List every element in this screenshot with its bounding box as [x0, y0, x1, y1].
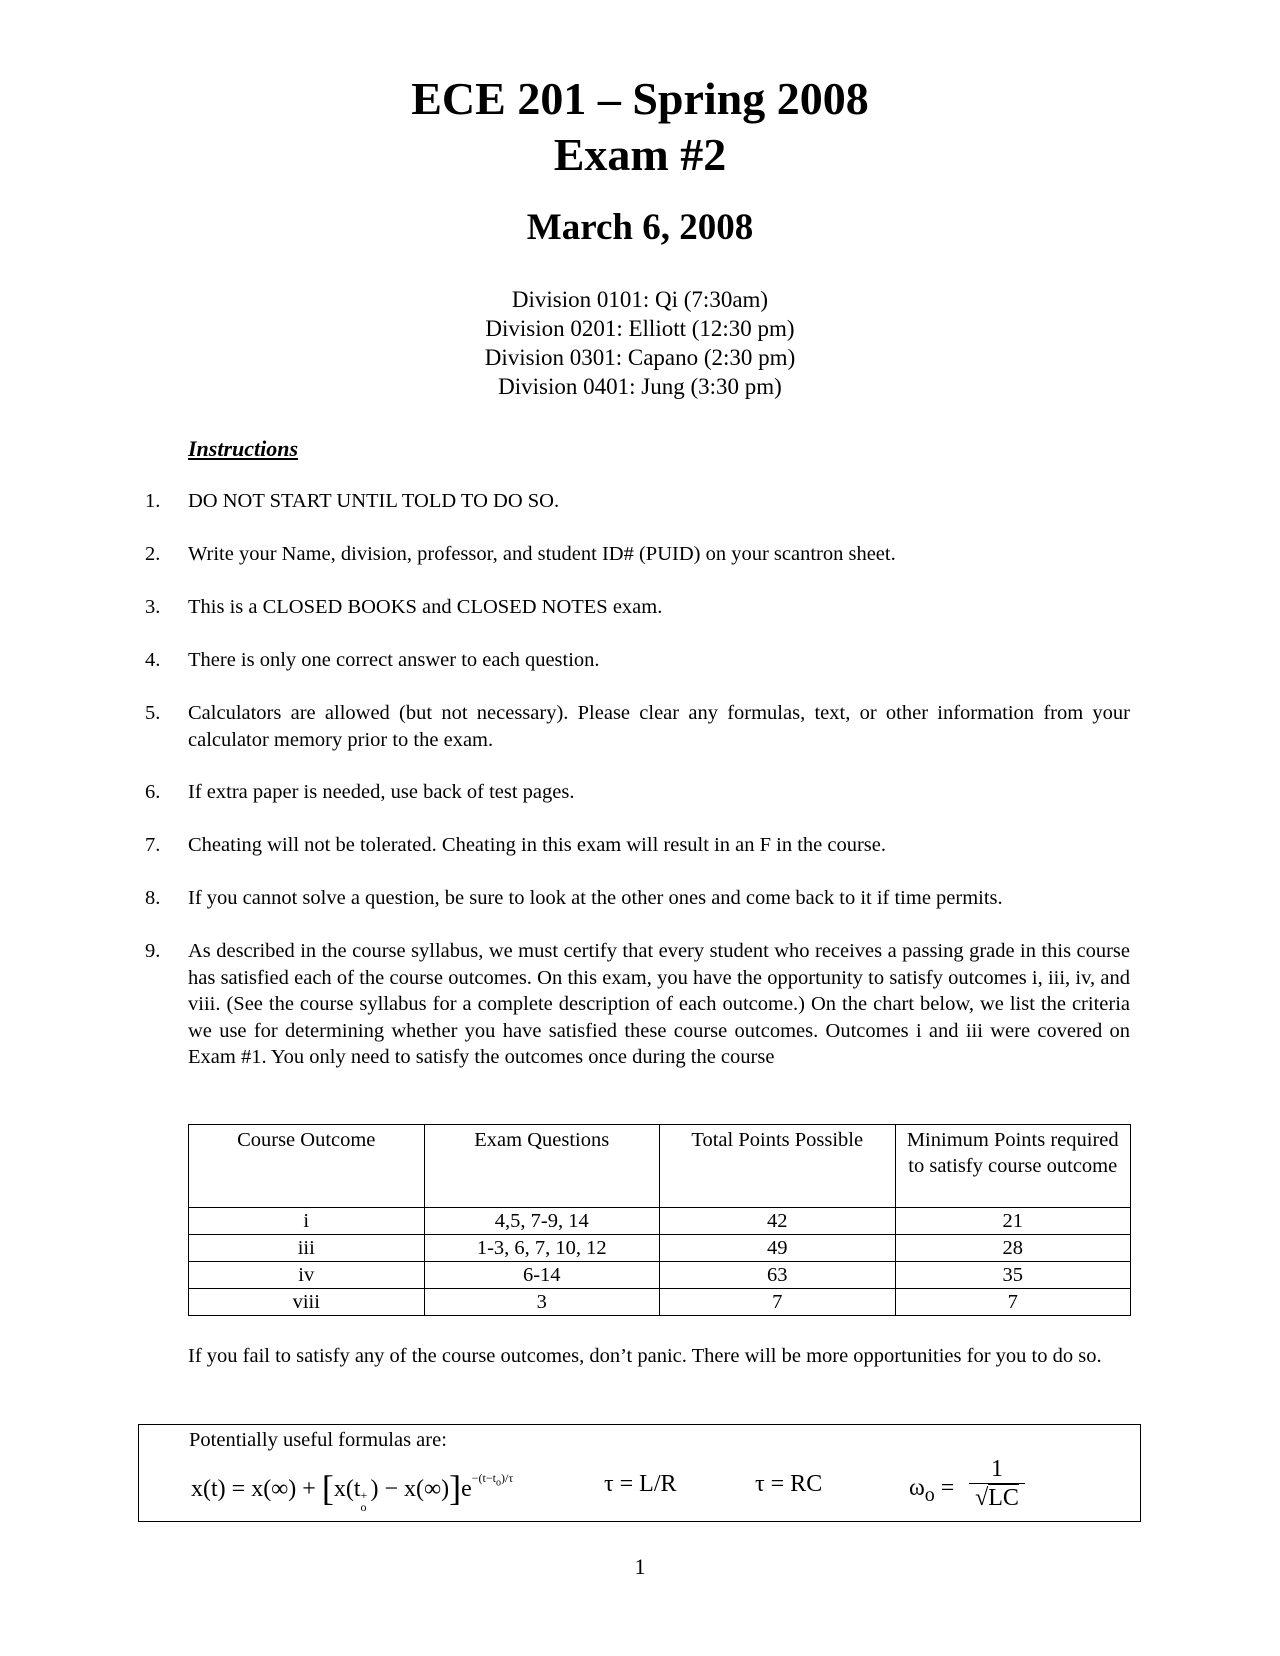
outcomes-table [188, 1124, 1131, 1316]
fraction-denominator [969, 1484, 1025, 1512]
division-list [0, 285, 1280, 401]
tau-lr-formula: τ = L/R [604, 1471, 677, 1497]
table-cell: viii [189, 1289, 425, 1316]
omega-symbol: ω [909, 1475, 925, 1501]
table-cell: 49 [660, 1235, 896, 1262]
table-row [189, 1262, 1131, 1289]
item-text: There is only one correct answer to each question. [188, 649, 600, 671]
omega-subscript: o [924, 1483, 935, 1506]
formula-intro: Potentially useful formulas are: [189, 1429, 447, 1451]
item-text: DO NOT START UNTIL TOLD TO DO SO. [188, 490, 560, 512]
item-number: 1. [145, 490, 161, 512]
course-title: ECE 201 – Spring 2008 [411, 73, 869, 124]
item-text: Write your Name, division, professor, and student ID# (PUID) on your scantron sheet. [188, 543, 896, 565]
item-number: 5. [145, 702, 161, 724]
formula-box: Potentially useful formulas are: x(t) = x(∞) + [x(t + o ) − $x(\infty)]e^{-(t-t_o)/\tau}$ τ = L/R τ = RC $\omega_o$ = $\frac{1}{√LC}$ [138, 1424, 1141, 1522]
division-line: Division 0101: Qi (7:30am) [511, 287, 769, 312]
instruction-item [145, 938, 1130, 1071]
column-header: Course Outcome [189, 1125, 425, 1208]
item-number: 7. [145, 834, 161, 856]
column-header: Exam Questions [424, 1125, 660, 1208]
table-cell: iii [189, 1235, 425, 1262]
exam-date: March 6, 2008 [526, 207, 754, 248]
table-cell: 28 [895, 1235, 1131, 1262]
table-row [189, 1235, 1131, 1262]
instruction-item [145, 779, 1130, 806]
item-text: This is a CLOSED BOOKS and CLOSED NOTES exam. [188, 596, 663, 618]
item-number: 3. [145, 596, 161, 618]
division-line: Division 0401: Jung (3:30 pm) [498, 374, 782, 399]
table-cell: i [189, 1208, 425, 1235]
table-cell: 6-14 [424, 1262, 660, 1289]
table-cell: 35 [895, 1262, 1131, 1289]
table-row [189, 1289, 1131, 1316]
instruction-item [145, 700, 1130, 753]
item-text: If extra paper is needed, use back of test pages. [188, 781, 575, 803]
instruction-item [145, 541, 1130, 568]
division-line: Division 0301: Capano (2:30 pm) [484, 345, 796, 370]
table-header-row [189, 1125, 1131, 1208]
table-cell: 4,5, 7-9, 14 [424, 1208, 660, 1235]
instructions-heading: Instructions [188, 436, 299, 461]
item-text: Calculators are allowed (but not necessary). Please clear any formulas, text, or other information from your calculator memory prior to the exam. [188, 702, 1130, 751]
radicand: LC [988, 1485, 1019, 1511]
table-cell: 1-3, 6, 7, 10, 12 [424, 1235, 660, 1262]
item-number: 2. [145, 543, 161, 565]
instruction-item [145, 832, 1130, 859]
table-cell: 63 [660, 1262, 896, 1289]
outcome-note: If you fail to satisfy any of the course outcomes, don’t panic. There will be more opportunities for you to do so. [188, 1345, 1102, 1367]
tau-rc-formula: τ = RC [755, 1471, 823, 1497]
item-number: 9. [145, 940, 161, 962]
table-cell: 21 [895, 1208, 1131, 1235]
column-header: Total Points Possible [660, 1125, 896, 1208]
fraction [969, 1455, 1025, 1512]
instruction-item [145, 594, 1130, 621]
item-text: Cheating will not be tolerated. Cheating in this exam will result in an F in the course. [188, 834, 887, 856]
table-cell: 42 [660, 1208, 896, 1235]
table-cell: 7 [660, 1289, 896, 1316]
table-row [189, 1208, 1131, 1235]
page-number: 1 [634, 1554, 646, 1579]
item-text: As described in the course syllabus, we must certify that every student who receives a passing grade in this course has satisfied each of the course outcomes. On this exam, you have the opportunity to satisfy outcomes i, iii, iv, and viii. (See the course syllabus for a complete description of each outcome.) On the chart below, we list the criteria we use for determining whether you have satisfied these course outcomes. Outcomes i and iii were covered on Exam #1. You only need to satisfy the outcomes once during the course [188, 940, 1130, 1068]
table-cell: iv [189, 1262, 425, 1289]
item-text: If you cannot solve a question, be sure to look at the other ones and come back to it if time permits. [188, 887, 1003, 909]
exam-title: Exam #2 [553, 129, 727, 180]
instruction-item [145, 488, 1130, 515]
fraction-numerator: 1 [969, 1455, 1025, 1484]
sqrt-icon: √ [975, 1485, 989, 1511]
division-line: Division 0201: Elliott (12:30 pm) [485, 316, 795, 341]
table-cell: 7 [895, 1289, 1131, 1316]
item-number: 6. [145, 781, 161, 803]
column-header: Minimum Points required to satisfy course outcome [895, 1125, 1131, 1208]
instruction-item [145, 647, 1130, 674]
item-number: 8. [145, 887, 161, 909]
table-cell: 3 [424, 1289, 660, 1316]
instruction-item [145, 885, 1130, 912]
item-number: 4. [145, 649, 161, 671]
response-formula: x(t) = x(∞) + [x(t + o ) − $x(\infty)]e^{-(t-t_o)/\tau}$ [191, 1468, 514, 1514]
